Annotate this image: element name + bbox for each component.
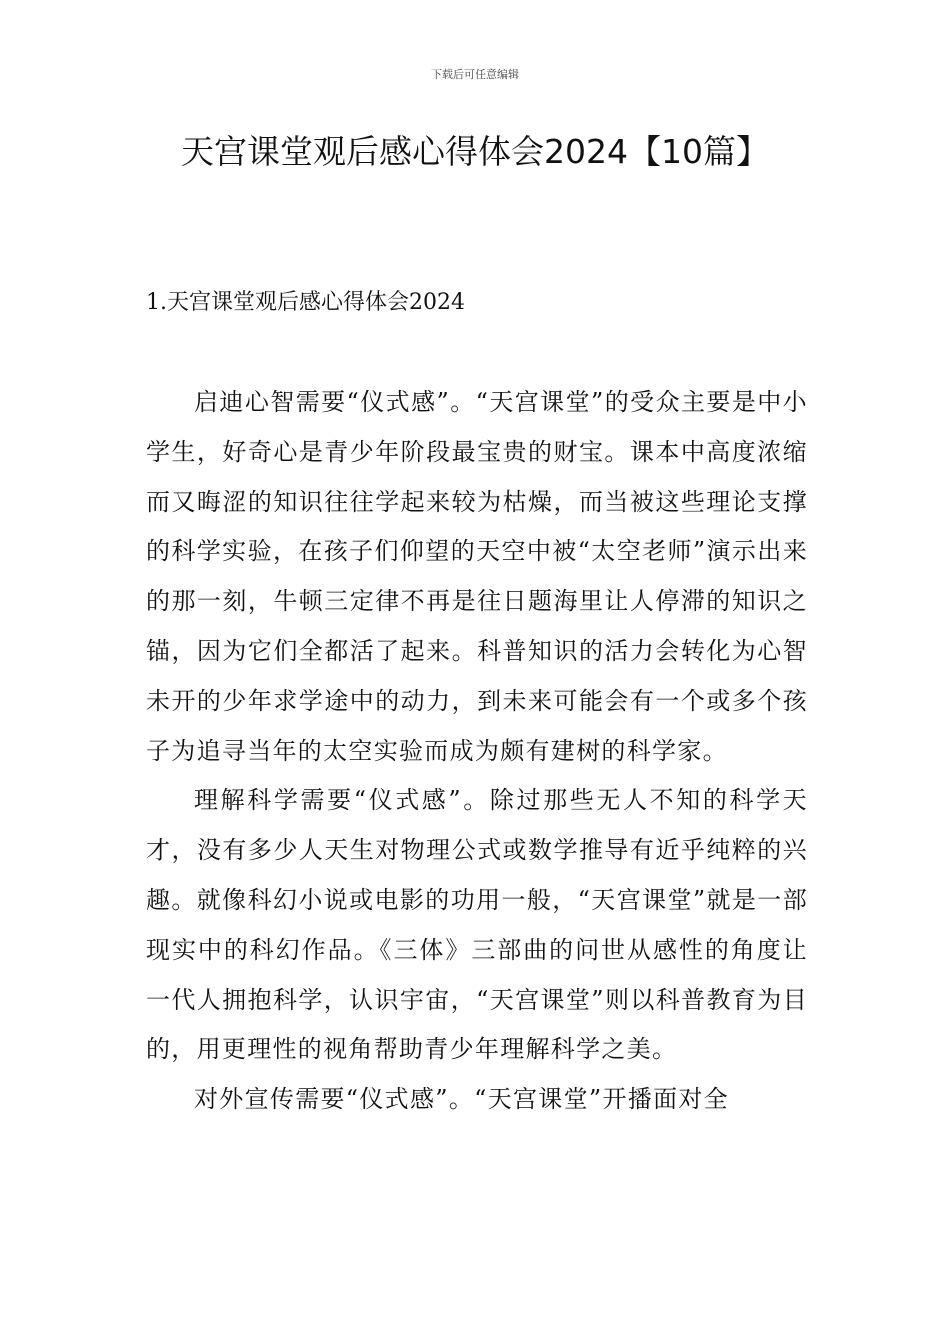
- paragraph: 启迪心智需要“仪式感”。“天宫课堂”的受众主要是中小学生，好奇心是青少年阶段最宝贵的财宝。课本中高度浓缩而又晦涩的知识往往学起来较为枯燥，而当被这些理论支撑的科学实验，在孩子们仰望的天空中被“太空老师”演示出来的那一刻，牛顿三定律不再是往日题海里让人停滞的知识之锚，因为它们全都活了起来。科普知识的活力会转化为心智未开的少年求学途中的动力，到未来可能会有一个或多个孩子为追寻当年的太空实验而成为颇有建树的科学家。: [146, 388, 808, 765]
- section-heading: 1.天宫课堂观后感心得体会2024: [146, 290, 465, 315]
- paragraph: 对外宣传需要“仪式感”。“天宫课堂”开播面对全: [194, 1085, 729, 1114]
- document-title: 天宫课堂观后感心得体会2024【10篇】: [181, 132, 769, 171]
- paragraph: 理解科学需要“仪式感”。除过那些无人不知的科学天才，没有多少人天生对物理公式或数学推导有近乎纯粹的兴趣。就像科幻小说或电影的功用一般，“天宫课堂”就是一部现实中的科幻作品。《三体》三部曲的问世从感性的角度让一代人拥抱科学，认识宇宙，“天宫课堂”则以科普教育为目的，用更理性的视角帮助青少年理解科学之美。: [146, 786, 808, 1064]
- document-body: [146, 378, 808, 1125]
- header-note: 下载后可任意编辑: [431, 68, 519, 81]
